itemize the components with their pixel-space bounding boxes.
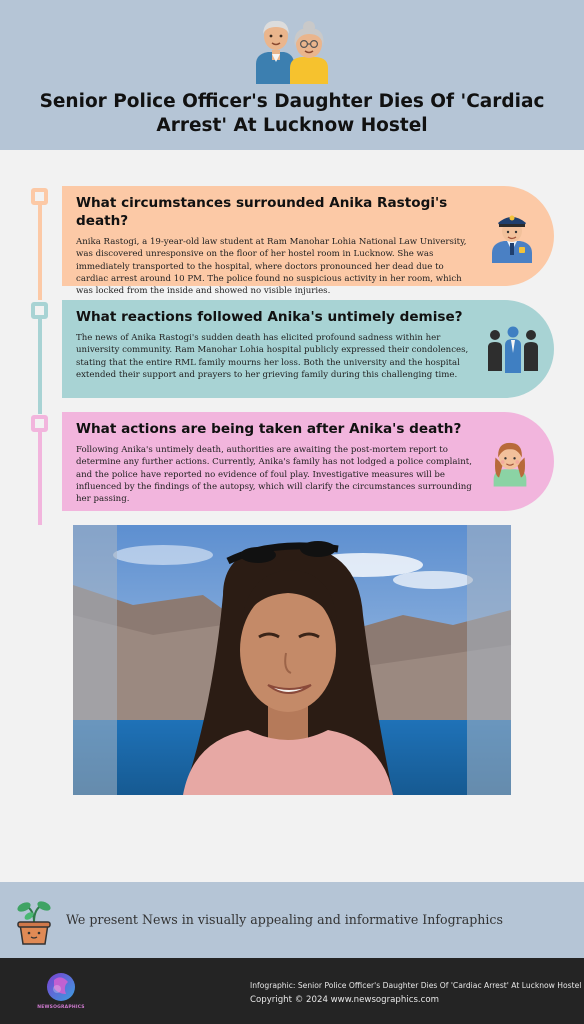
timeline-node-1 bbox=[31, 188, 48, 205]
page-title: Senior Police Officer's Daughter Dies Of 'Cardiac Arrest' At Lucknow Hostel bbox=[39, 91, 545, 136]
portrait-photo-image bbox=[73, 525, 511, 795]
portrait-photo bbox=[73, 525, 511, 795]
section-heading: What circumstances surrounded Anika Rastogi's death? bbox=[76, 195, 448, 229]
group-of-people-icon bbox=[486, 325, 540, 373]
section-card-actions bbox=[62, 412, 554, 511]
section-heading: What reactions followed Anika's untimely demise? bbox=[76, 309, 463, 325]
elderly-couple-icon bbox=[254, 16, 330, 84]
girl-icon bbox=[490, 436, 530, 488]
footer-bar bbox=[0, 958, 584, 1024]
section-card-reactions bbox=[62, 300, 554, 398]
section-body: Anika Rastogi, a 19-year-old law student at Ram Manohar Lohia National Law University, was discovered unresponsive on the floor of her hostel room in Lucknow. She was immediately transported to the hospital, where doctors pronounced her dead due to cardiac arrest around 10 PM. The police found no suspicious activity in her room, which was locked from the inside and showed no visible injuries. bbox=[76, 237, 467, 297]
section-body: Following Anika's untimely death, authorities are awaiting the post-mortem report to determine any further actions. Currently, Anika's family has not lodged a police complaint, and the police have reported no evidence of foul play. Investigative measures will be influenced by the findings of the autopsy, which will clarify the circumstances surrounding her passing. bbox=[76, 445, 472, 505]
timeline-node-2 bbox=[31, 302, 48, 319]
section-body: The news of Anika Rastogi's sudden death has elicited profound sadness within her university community. Ram Manohar Lohia hospital publicly expressed their condolences, stating that the entire RML family mourns her loss. Both the university and the hospital extended their support and prayers to her grieving family during this challenging time. bbox=[76, 333, 469, 380]
tagline-text: We present News in visually appealing and informative Infographics bbox=[66, 912, 503, 927]
timeline-line-2 bbox=[38, 318, 42, 414]
section-card-circumstances bbox=[62, 186, 554, 297]
potted-plant-icon bbox=[16, 900, 52, 946]
copyright-text: Copyright © 2024 www.newsographics.com bbox=[250, 995, 440, 1005]
logo-text: NEWSOGRAPHICS bbox=[37, 1005, 85, 1010]
timeline-node-3 bbox=[31, 415, 48, 432]
header-banner bbox=[0, 0, 584, 150]
infographic-credit: Infographic: Senior Police Officer's Daughter Dies Of 'Cardiac Arrest' At Lucknow Hostel bbox=[250, 981, 582, 990]
police-officer-icon bbox=[488, 209, 536, 263]
timeline-line-3 bbox=[38, 431, 42, 525]
section-heading: What actions are being taken after Anika's death? bbox=[76, 421, 462, 437]
tagline-band bbox=[0, 882, 584, 958]
timeline-line-1 bbox=[38, 204, 42, 300]
